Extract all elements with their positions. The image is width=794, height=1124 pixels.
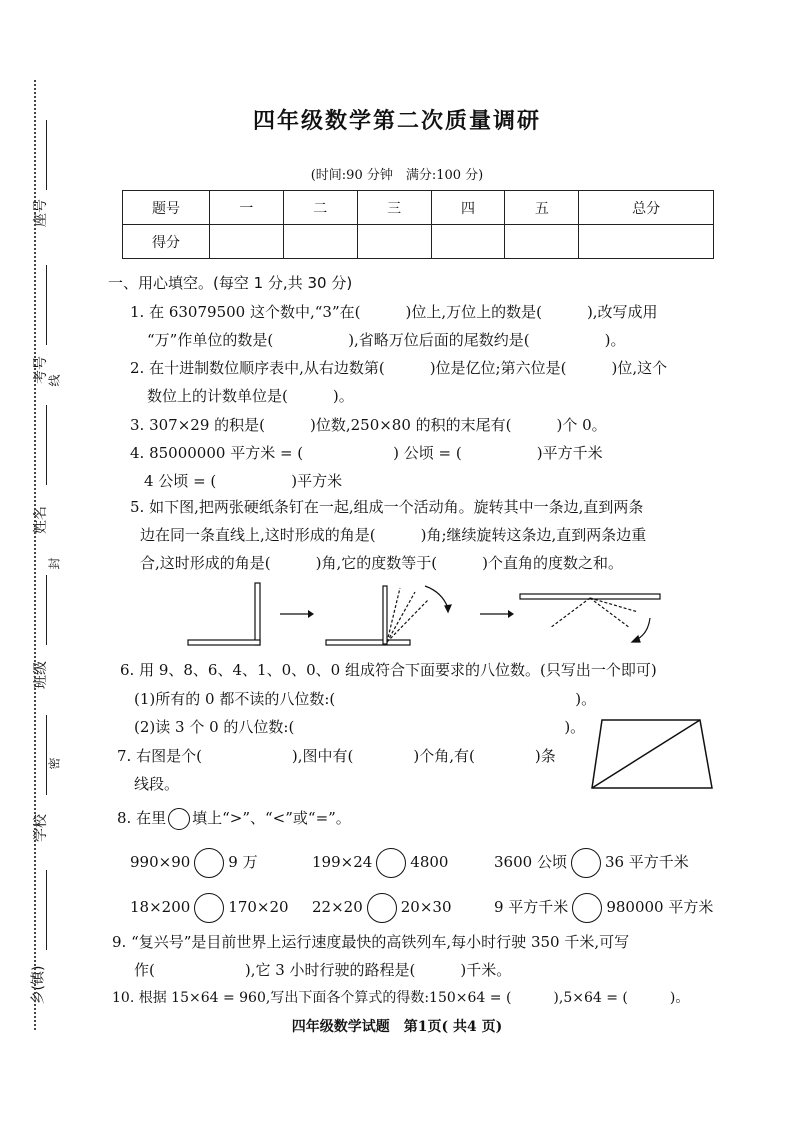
margin-blank-class <box>46 575 47 645</box>
score-cell[interactable] <box>505 225 579 259</box>
compare-right: 36 平方千米 <box>604 853 689 871</box>
compare-item <box>312 848 448 878</box>
question-3: 3. 307×29 的积是( )位数,250×80 的积的末尾有( )个 0。 <box>130 416 607 434</box>
exam-info: (时间:90 分钟 满分:100 分) <box>310 168 484 183</box>
compare-circle-input[interactable] <box>194 848 224 878</box>
compare-item <box>312 893 452 923</box>
question-1-line-2: “万”作单位的数是( ),省略万位后面的尾数约是( )。 <box>147 331 626 349</box>
question-4-line-2: 4 公顷 = ( )平方米 <box>144 472 343 490</box>
arrow-right-icon <box>480 610 514 618</box>
score-table <box>122 190 714 259</box>
dotted-cut-line <box>34 80 36 1030</box>
question-5-line-3: 合,这时形成的角是( )角,它的度数等于( )个直角的度数之和。 <box>140 554 623 572</box>
margin-word-line: 线 <box>47 374 62 387</box>
page-title: 四年级数学第二次质量调研 <box>252 108 541 134</box>
question-4-line-1: 4. 85000000 平方米 = ( ) 公顷 = ( )平方千米 <box>130 444 603 462</box>
question-6-line-2: (1)所有的 0 都不读的八位数:( )。 <box>134 690 597 708</box>
margin-label-exam-no: 考号 <box>33 356 49 384</box>
margin-word-seal: 封 <box>47 557 62 570</box>
compare-circle-input[interactable] <box>572 893 602 923</box>
margin-label-school: 学校 <box>33 814 49 842</box>
question-2-line-1: 2. 在十进制数位顺序表中,从右边数第( )位是亿位;第六位是( )位,这个 <box>130 359 668 377</box>
compare-right: 170×20 <box>228 898 289 916</box>
rotating-angle-diagram <box>180 578 700 658</box>
trapezoid-figure <box>588 714 718 794</box>
score-header-cell: 四 <box>431 191 505 225</box>
question-10: 10. 根据 15×64 = 960,写出下面各个算式的得数:150×64 = ( ),5×64 = ( )。 <box>112 990 690 1006</box>
margin-label-town: 乡(镇) <box>30 965 47 1005</box>
score-header-cell: 总分 <box>579 191 714 225</box>
arrow-right-icon <box>280 610 314 618</box>
question-6-line-3: (2)读 3 个 0 的八位数:( )。 <box>134 718 586 736</box>
score-cell[interactable] <box>283 225 357 259</box>
score-row-label: 得分 <box>123 225 210 259</box>
question-8-instruction <box>117 808 351 830</box>
question-8-pre: 8. 在里 <box>117 809 167 827</box>
question-9-line-2: 作( ),它 3 小时行驶的路程是( )千米。 <box>134 961 512 979</box>
margin-blank-exam-no <box>46 265 47 345</box>
compare-circle-input[interactable] <box>367 893 397 923</box>
compare-left: 18×200 <box>130 898 191 916</box>
compare-right: 4800 <box>410 853 449 871</box>
score-table-header-row <box>123 191 714 225</box>
score-cell[interactable] <box>579 225 714 259</box>
score-table-score-row <box>123 225 714 259</box>
score-header-cell: 五 <box>505 191 579 225</box>
score-header-cell: 题号 <box>123 191 210 225</box>
compare-right: 9 万 <box>228 853 258 871</box>
question-9-line-1: 9. “复兴号”是目前世界上运行速度最快的高铁列车,每小时行驶 350 千米,可写 <box>112 933 630 951</box>
compare-circle-input[interactable] <box>376 848 406 878</box>
section-heading: 一、用心填空。(每空 1 分,共 30 分) <box>108 274 353 292</box>
circle-icon <box>168 808 190 830</box>
margin-word-secret: 密 <box>47 757 62 770</box>
score-header-cell: 二 <box>283 191 357 225</box>
compare-left: 990×90 <box>130 853 191 871</box>
margin-label-class: 班级 <box>33 661 49 689</box>
margin-blank-town <box>46 870 47 950</box>
compare-right: 20×30 <box>400 898 452 916</box>
question-2-line-2: 数位上的计数单位是( )。 <box>147 387 354 405</box>
compare-left: 22×20 <box>312 898 363 916</box>
compare-item <box>130 893 289 923</box>
score-header-cell: 一 <box>210 191 284 225</box>
angle-figure-rotating <box>326 586 451 645</box>
compare-circle-input[interactable] <box>194 893 224 923</box>
question-1-line-1: 1. 在 63079500 这个数中,“3”在( )位上,万位上的数是( ),改写成用 <box>130 303 658 321</box>
angle-figure-straight <box>520 594 660 642</box>
margin-label-name: 姓名 <box>33 506 49 534</box>
compare-item <box>494 848 689 878</box>
page-footer: 四年级数学试题 第1页( 共4 页) <box>291 1019 503 1035</box>
question-6-line-1: 6. 用 9、8、6、4、1、0、0、0 组成符合下面要求的八位数。(只写出一个即可) <box>120 661 657 679</box>
compare-left: 9 平方千米 <box>494 898 569 916</box>
score-cell[interactable] <box>210 225 284 259</box>
score-cell[interactable] <box>357 225 431 259</box>
compare-circle-input[interactable] <box>571 848 601 878</box>
question-7-line-2: 线段。 <box>134 775 180 793</box>
compare-left: 199×24 <box>312 853 373 871</box>
margin-blank-name <box>46 405 47 485</box>
margin-label-seat: 座号 <box>33 199 49 227</box>
question-5-line-1: 5. 如下图,把两张硬纸条钉在一起,组成一个活动角。旋转其中一条边,直到两条 <box>130 498 644 516</box>
compare-item <box>494 893 713 923</box>
question-5-line-2: 边在同一条直线上,这时形成的角是( )角;继续旋转这条边,直到两条边重 <box>140 526 647 544</box>
question-7-line-1: 7. 右图是个( ),图中有( )个角,有( )条 <box>117 747 556 765</box>
angle-figure-right-angle <box>188 583 260 645</box>
score-cell[interactable] <box>431 225 505 259</box>
margin-blank-school <box>46 715 47 795</box>
question-8-post: 填上“>”、“<”或“=”。 <box>192 809 351 827</box>
compare-right: 980000 平方米 <box>606 898 714 916</box>
score-header-cell: 三 <box>357 191 431 225</box>
compare-item <box>130 848 258 878</box>
compare-left: 3600 公顷 <box>494 853 567 871</box>
